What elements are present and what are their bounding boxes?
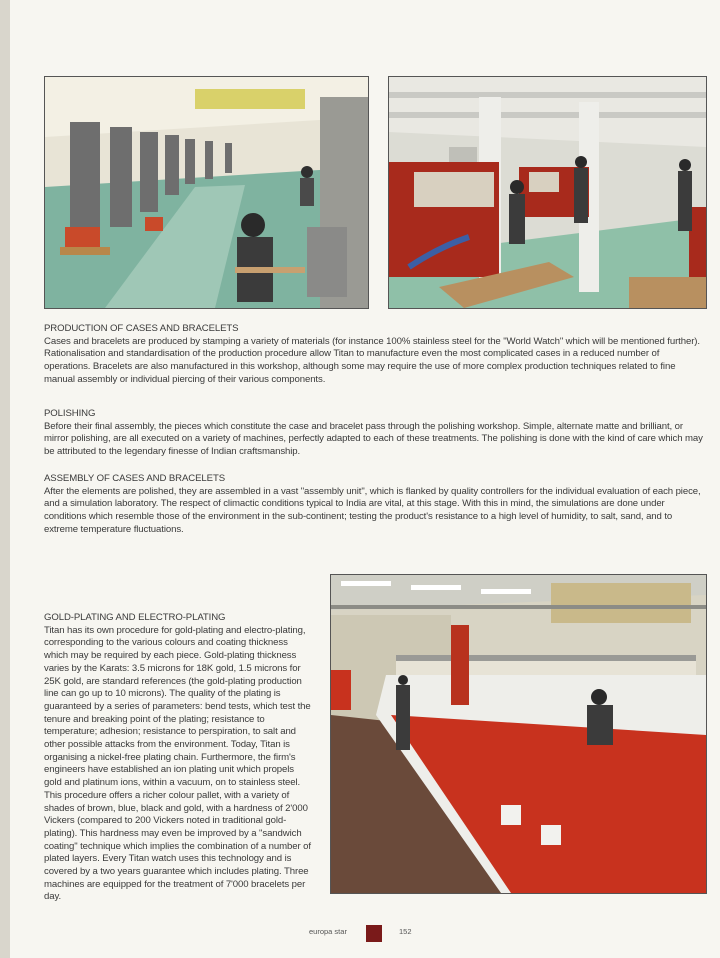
section-heading: PRODUCTION OF CASES AND BRACELETS bbox=[44, 323, 239, 334]
photo-plating-line bbox=[330, 574, 707, 894]
section-gold-plating bbox=[44, 612, 312, 904]
section-assembly bbox=[44, 473, 706, 537]
section-heading: ASSEMBLY OF CASES AND BRACELETS bbox=[44, 473, 226, 484]
footer-publication: europa star bbox=[309, 927, 347, 936]
section-body: Titan has its own procedure for gold-plating and electro-plating, corresponding to the various colours and coating thickness which may be required by each piece. Gold-plating thickness varies by the Karats: 3.5 microns for 18K gold, 1.5 microns for 25K gold, are standard references (the gold-plating production line can go up to 10 microns). The quality of the plating is guaranteed by a series of parameters: bend tests, which test the tenure and breaking point of the plating; resistance to temperature; adhesion; resistance to perspiration, to salt and other possible attacks from the environment. Today, Titan is organising a nickel-free plating chain. Furthermore, the firm's engineers have established an ion plating unit which propels gold and platinum ions, within a vacuum, on to stainless steel. This procedure offers a richer colour pallet, with a variety of shades of brown, blue, black and gold, with a hardness of 2'000 Vickers (compared to 200 Vickers noted in traditional gold-plating). This hardness may even be improved by a "sandwich coating" technique which implies the combination of a number of plated layers. Every Titan watch uses this technology and is covered by a two years guarantee which includes plating. Three machines are equipped for the treatment of 7'000 bracelets per day. bbox=[44, 624, 311, 903]
photo-stamping-workshop bbox=[44, 76, 369, 309]
section-heading: POLISHING bbox=[44, 408, 96, 419]
section-production bbox=[44, 323, 706, 387]
footer-square-mark bbox=[366, 925, 382, 942]
section-body: Cases and bracelets are produced by stamping a variety of materials (for instance 100% stainless steel for the "World Watch" which will be mentioned further). Rationalisation and standardisation of the production procedure allow Titan to manufacture even the most complicated cases in a reduced number of operations. Bracelets are also manufactured in this workshop, although some may require the use of more complex production techniques related to fine manual assembly or individual piercing of their various components. bbox=[44, 335, 700, 385]
section-body: After the elements are polished, they are assembled in a vast "assembly unit", which is flanked by quality controllers for the individual evaluation of each piece, and a simulation laboratory. The respect of climactic conditions typical to India are vital, at this stage. With this in mind, the simulations are done under conditions which resemble those of the environment in the sub-continent; testing the product's resistance to a high level of humidity, to salt, sand, and to extreme temperature fluctuations. bbox=[44, 485, 701, 535]
photo-polishing-machines bbox=[388, 76, 707, 309]
section-polishing bbox=[44, 408, 706, 459]
footer-page-number: 152 bbox=[399, 927, 412, 936]
page-binding-edge bbox=[0, 0, 10, 958]
section-body: Before their final assembly, the pieces which constitute the case and bracelet pass through the polishing workshop. Simple, alternate matte and brilliant, or mirror polishing, are all executed on a variety of machines, perfectly adapted to each of these treatments. The polishing is done with the kind of care which may be attributed to the legendary finesse of Indian craftsmanship. bbox=[44, 420, 703, 458]
section-heading: GOLD-PLATING AND ELECTRO-PLATING bbox=[44, 612, 226, 623]
